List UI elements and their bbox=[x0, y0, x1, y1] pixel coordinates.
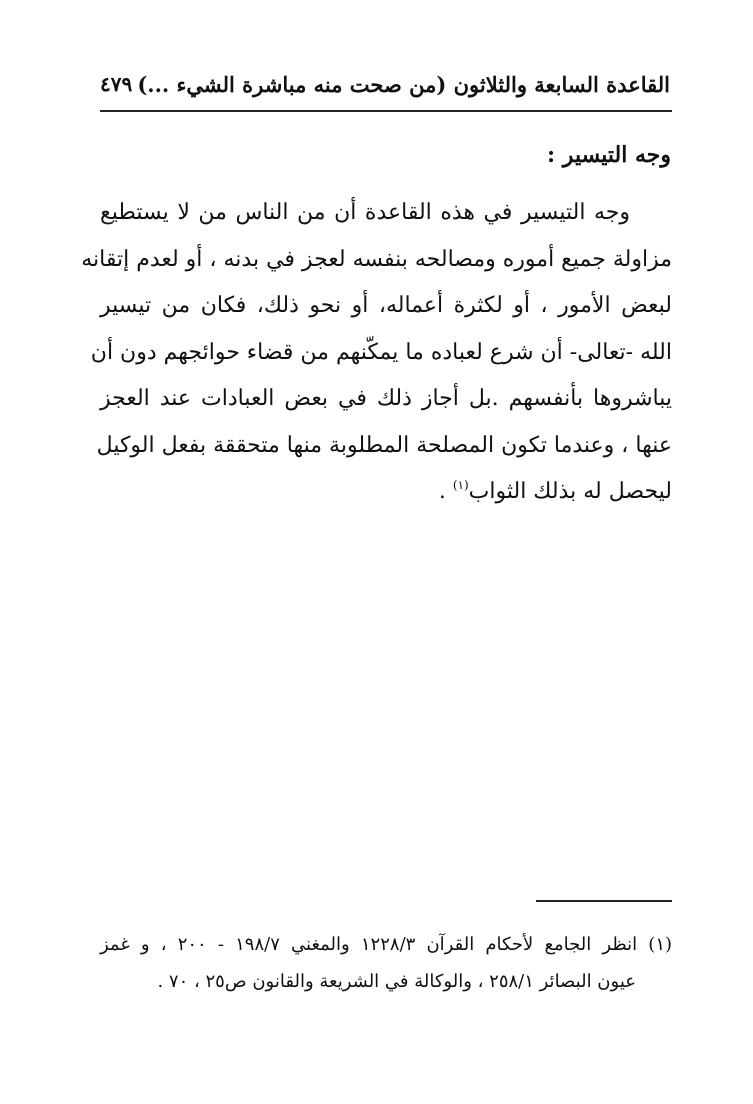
page-number: ٤٧٩ bbox=[100, 72, 133, 96]
footnote-line: عيون البصائر ٢٥٨/١ ، والوكالة في الشريعة والقانون ص٢٥ ، ٧٠ . bbox=[157, 971, 636, 992]
body-line: عنها ، وعندما تكون المصلحة المطلوبة منها متحققة بفعل الوكيل bbox=[96, 432, 672, 458]
body-line-text: ليحصل له بذلك الثواب bbox=[468, 479, 672, 504]
running-title: القاعدة السابعة والثلاثون (من صحت منه مباشرة الشيء ...) bbox=[137, 72, 670, 97]
body-paragraph bbox=[81, 190, 672, 516]
body-line: مزاولة جميع أموره ومصالحه بنفسه لعجز في بدنه ، أو لعدم إتقانه bbox=[81, 246, 672, 272]
footnote-line: (١) انظر الجامع لأحكام القرآن ١٢٢٨/٣ والمغني ١٩٨/٧ - ٢٠٠ ، و غمز bbox=[100, 934, 673, 955]
footnotes bbox=[100, 926, 672, 1000]
body-line-last bbox=[100, 469, 672, 516]
footnote-reference: (١) bbox=[452, 478, 469, 492]
body-line: يباشروها بأنفسهم .بل أجاز ذلك في بعض العبادات عند العجز bbox=[100, 386, 672, 411]
body-line: لبعض الأمور ، أو لكثرة أعماله، أو نحو ذلك، فكان من تيسير bbox=[100, 293, 672, 318]
header-rule bbox=[100, 110, 672, 112]
body-line: وجه التيسير في هذه القاعدة أن من الناس من لا يستطيع bbox=[100, 200, 630, 225]
section-heading: وجه التيسير : bbox=[547, 142, 671, 168]
page-header bbox=[100, 68, 670, 106]
body-line: الله -تعالى- أن شرع لعباده ما يمكّنهم من قضاء حوائجهم دون أن bbox=[90, 339, 672, 365]
closing-punctuation: . bbox=[438, 479, 453, 504]
footnote-rule bbox=[536, 900, 672, 902]
